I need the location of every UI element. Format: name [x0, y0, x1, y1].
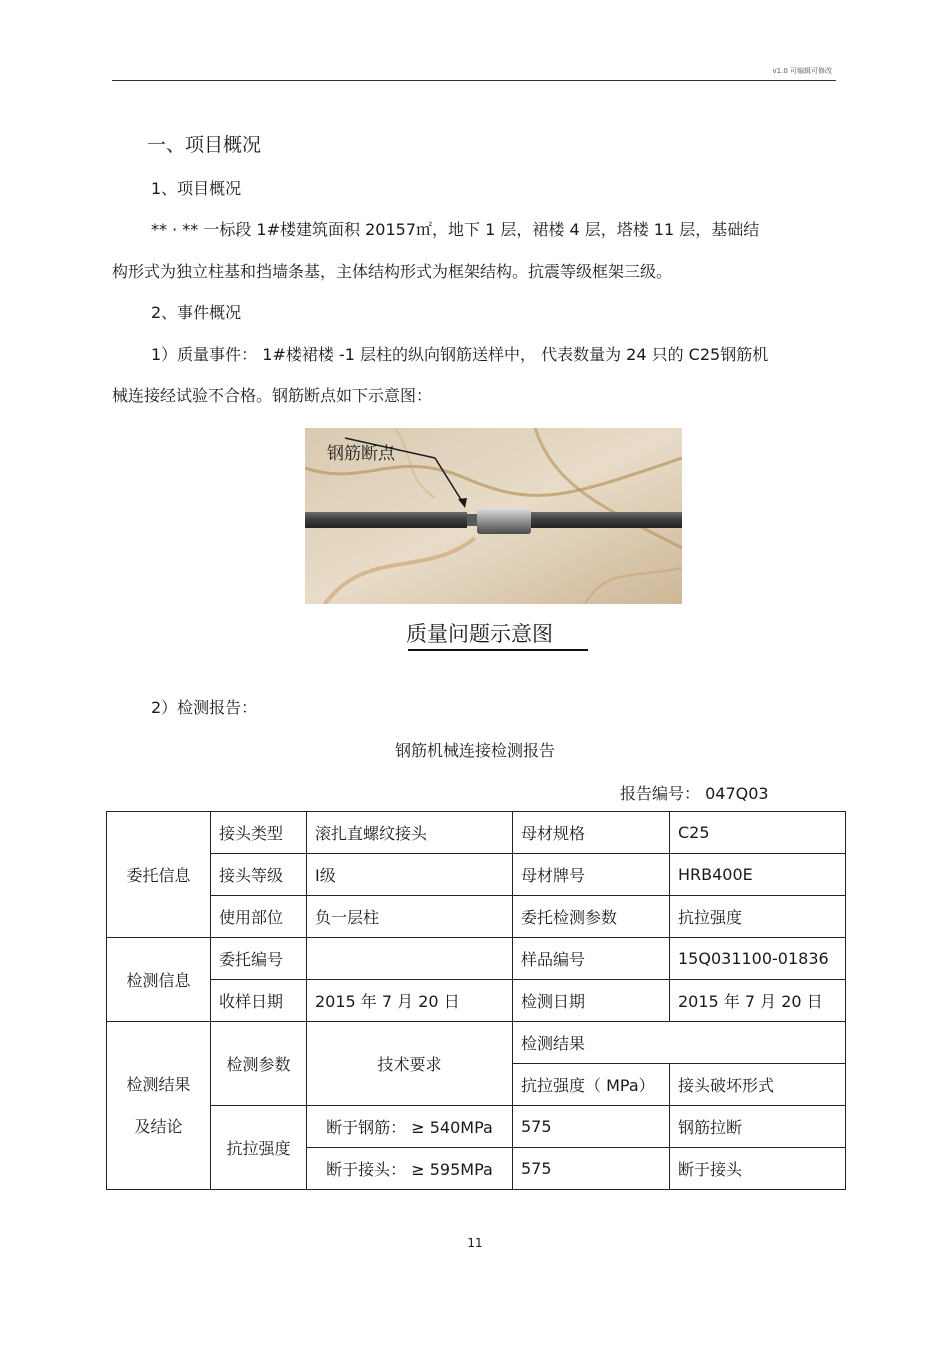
group-label-line: 检测结果: [126, 1074, 191, 1094]
table-cell: 2015 年 7 月 20 日: [307, 980, 513, 1022]
failure-cell: 断于接头: [670, 1148, 846, 1190]
group-label-line: 及结论: [134, 1116, 183, 1136]
result-header: 检测结果: [513, 1022, 846, 1064]
table-cell: 母材规格: [513, 812, 670, 854]
event-title: 2、事件概况: [151, 303, 242, 322]
report-intro: 2）检测报告：: [151, 698, 258, 717]
overview-title: 1、项目概况: [151, 179, 242, 198]
table-cell: 母材牌号: [513, 854, 670, 896]
event-line-1: 1）质量事件： 1#楼裙楼 -1 层柱的纵向钢筋送样中， 代表数量为 24 只的 C25钢筋机: [151, 345, 769, 364]
param-header: 检测参数: [211, 1022, 307, 1106]
table-cell: 接头等级: [211, 854, 307, 896]
failure-header: 接头破坏形式: [670, 1064, 846, 1106]
failure-cell: 钢筋拉断: [670, 1106, 846, 1148]
strength-header: 抗拉强度（ MPa）: [513, 1064, 670, 1106]
table-cell: 样品编号: [513, 938, 670, 980]
caption-underline: [408, 649, 588, 651]
table-cell: C25: [670, 812, 846, 854]
table-cell: 委托编号: [211, 938, 307, 980]
page-number: 11: [467, 1236, 483, 1250]
value-cell: 575: [513, 1106, 670, 1148]
table-cell: 15Q031100-01836: [670, 938, 846, 980]
table-cell: 收样日期: [211, 980, 307, 1022]
table-cell: HRB400E: [670, 854, 846, 896]
table-cell: 滚扎直螺纹接头: [307, 812, 513, 854]
report-number: 报告编号： 047Q03: [620, 784, 769, 803]
table-row: [107, 896, 846, 938]
table-cell: 委托检测参数: [513, 896, 670, 938]
section-heading: 一、项目概况: [147, 134, 262, 156]
figure-caption: 质量问题示意图: [406, 622, 553, 646]
test-report-table: [106, 811, 846, 1190]
header-rule: [112, 80, 836, 81]
table-cell: Ⅰ级: [307, 854, 513, 896]
group-label-result: [107, 1022, 211, 1190]
table-row: [107, 812, 846, 854]
table-row: [107, 854, 846, 896]
requirement-cell: 断于接头： ≥ 595MPa: [307, 1148, 513, 1190]
overview-line-1: ** · ** 一标段 1#楼建筑面积 20157㎡，地下 1 层，裙楼 4 层，塔楼 11 层，基础结: [151, 220, 760, 239]
table-row: [107, 980, 846, 1022]
group-label: 检测信息: [107, 938, 211, 1022]
table-cell: 使用部位: [211, 896, 307, 938]
header-version-note: v1.0 可编辑可修改: [772, 67, 832, 75]
report-title: 钢筋机械连接检测报告: [394, 741, 555, 760]
table-cell: [307, 938, 513, 980]
break-point-label: 钢筋断点: [327, 444, 395, 464]
table-row: [107, 1022, 846, 1064]
table-cell: 负一层柱: [307, 896, 513, 938]
table-cell: 2015 年 7 月 20 日: [670, 980, 846, 1022]
requirement-cell: 断于钢筋： ≥ 540MPa: [307, 1106, 513, 1148]
value-cell: 575: [513, 1148, 670, 1190]
requirement-header: 技术要求: [307, 1022, 513, 1106]
rebar-photo: [305, 428, 682, 604]
table-cell: 检测日期: [513, 980, 670, 1022]
table-row: [107, 1106, 846, 1148]
table-cell: 接头类型: [211, 812, 307, 854]
table-row: [107, 938, 846, 980]
table-cell: 抗拉强度: [670, 896, 846, 938]
group-label: 委托信息: [107, 812, 211, 938]
rebar-illustration: [305, 428, 682, 604]
overview-line-2: 构形式为独立柱基和挡墙条基，主体结构形式为框架结构。抗震等级框架三级。: [112, 262, 673, 281]
event-line-2: 械连接经试验不合格。钢筋断点如下示意图：: [112, 386, 433, 405]
param-cell: 抗拉强度: [211, 1106, 307, 1190]
